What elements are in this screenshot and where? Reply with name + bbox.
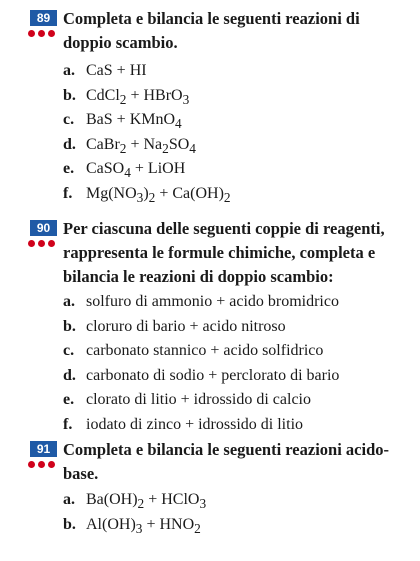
list-item bbox=[0, 133, 420, 158]
item-text: iodato di zinco + idrossido di litio bbox=[86, 415, 304, 433]
item-text: CaS + HI bbox=[86, 62, 147, 79]
item-text: $Ba(OH)_2$ + HClO$_3$ bbox=[86, 491, 207, 512]
item-text: CaBr$_2$ + $Na_2SO_4$ bbox=[86, 135, 196, 156]
item-text: CaSO$_4$ + LiOH bbox=[86, 160, 186, 181]
exercise-number-badge: 90 bbox=[30, 220, 57, 236]
list-item bbox=[0, 315, 420, 340]
difficulty-dots-icon bbox=[28, 30, 62, 38]
item-letter: e. bbox=[63, 391, 75, 408]
list-item bbox=[0, 108, 420, 133]
difficulty-dots-icon bbox=[28, 240, 62, 248]
item-letter: c. bbox=[63, 342, 75, 359]
list-item bbox=[0, 488, 420, 513]
item-text: carbonato stannico + acido solfidrico bbox=[86, 342, 324, 359]
list-item bbox=[0, 59, 420, 84]
exercise-title: Per ciascuna delle seguenti coppie di reagenti, rappresenta le formule chimiche, completa e bilancia le reazioni di doppio scambio: bbox=[63, 219, 385, 286]
exercise-number-badge: 89 bbox=[30, 10, 57, 26]
item-text: BaS + KMnO$_4$ bbox=[86, 111, 182, 132]
item-text: $Mg(NO_3)_2 + Ca(OH)_2$ bbox=[86, 184, 231, 205]
item-text: carbonato di sodio + perclorato di bario bbox=[86, 366, 340, 384]
item-text: CdCl$_2$ + HBrO$_3$ bbox=[86, 86, 190, 107]
exercise-title: Completa e bilancia le seguenti reazioni acido-base. bbox=[63, 440, 389, 483]
reaction-list bbox=[0, 59, 420, 206]
item-letter: f. bbox=[63, 184, 73, 202]
reaction-list bbox=[0, 290, 420, 437]
list-item bbox=[0, 84, 420, 109]
list-item bbox=[0, 413, 420, 438]
item-text: $Al(OH)_3 + HNO_2$ bbox=[86, 515, 201, 536]
item-letter: b. bbox=[63, 317, 76, 335]
item-letter: f. bbox=[63, 415, 73, 433]
item-text: solfuro di ammonio + acido bromidrico bbox=[86, 293, 339, 310]
item-letter: c. bbox=[63, 111, 75, 128]
item-letter: e. bbox=[63, 160, 75, 177]
item-text: cloruro di bario + acido nitroso bbox=[86, 317, 286, 335]
difficulty-dots-icon bbox=[28, 461, 62, 469]
item-letter: d. bbox=[63, 135, 76, 153]
exercise-title: Completa e bilancia le seguenti reazioni di doppio scambio. bbox=[63, 9, 360, 52]
list-item bbox=[0, 513, 420, 538]
item-letter: a. bbox=[63, 293, 75, 310]
list-item bbox=[0, 290, 420, 315]
list-item bbox=[0, 182, 420, 207]
reaction-list bbox=[0, 488, 420, 537]
list-item bbox=[0, 388, 420, 413]
item-letter: a. bbox=[63, 62, 75, 79]
exercise-number-badge: 91 bbox=[30, 441, 57, 457]
item-text: clorato di litio + idrossido di calcio bbox=[86, 391, 311, 408]
list-item bbox=[0, 364, 420, 389]
item-letter: a. bbox=[63, 491, 75, 508]
list-item bbox=[0, 157, 420, 182]
item-letter: b. bbox=[63, 86, 76, 104]
item-letter: b. bbox=[63, 515, 76, 533]
list-item bbox=[0, 339, 420, 364]
item-letter: d. bbox=[63, 366, 76, 384]
